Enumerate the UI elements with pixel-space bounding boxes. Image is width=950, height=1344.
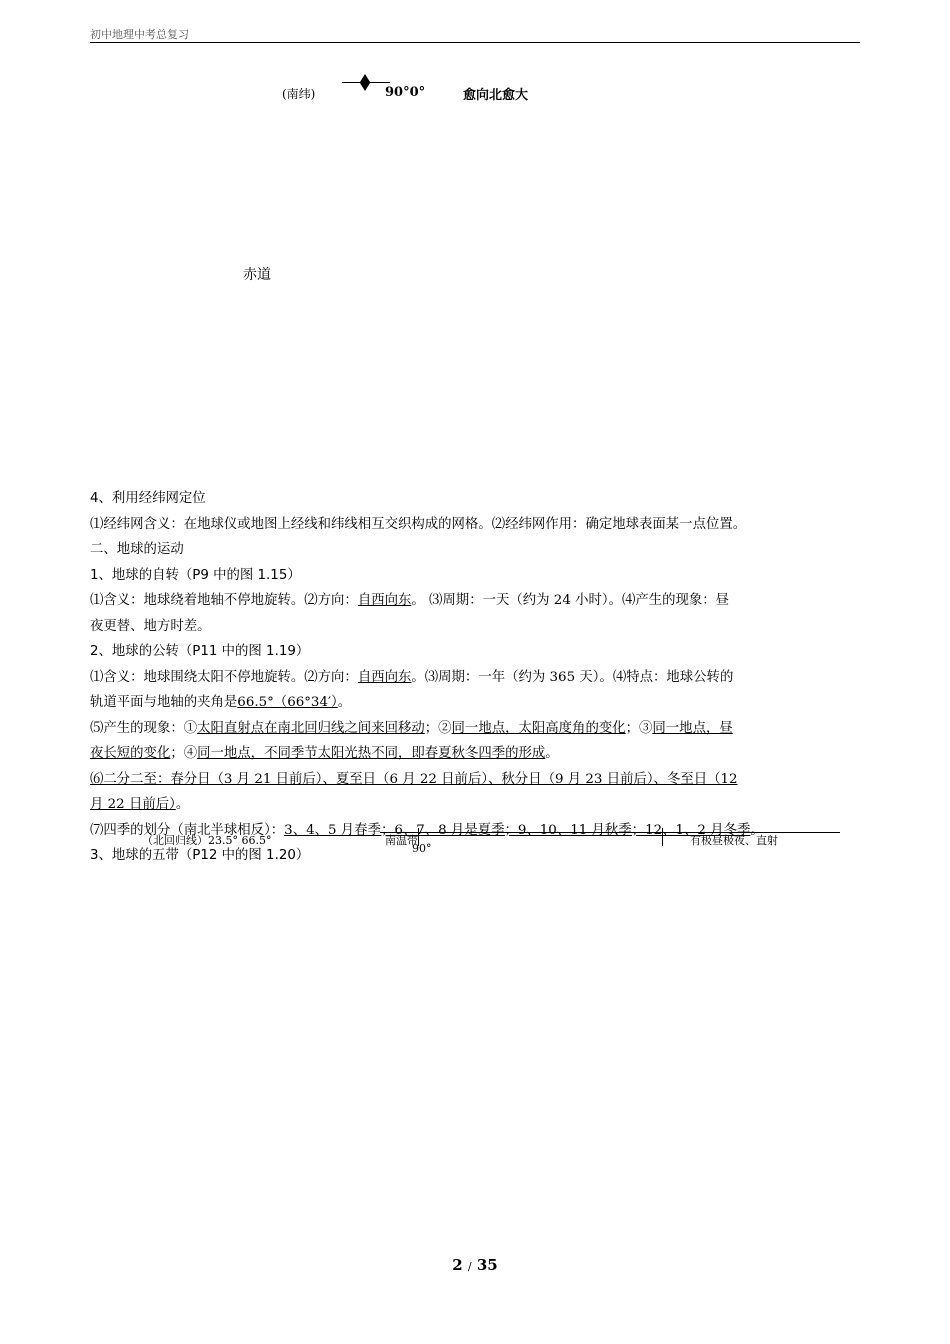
section-heading: 3、地球的五带（P12 中的图 1.20） <box>90 848 310 863</box>
paragraph-line <box>90 716 865 742</box>
equator-label: 赤道 <box>243 267 271 283</box>
arrow-up-icon <box>360 74 370 82</box>
page-current: 2 <box>452 1256 463 1274</box>
paragraph-line <box>90 665 865 691</box>
underlined-answer: 同一地点，昼 <box>652 720 733 736</box>
page-header <box>90 26 860 43</box>
text-run: ⑴含义：地球围绕太阳不停地旋转。⑵方向： <box>90 669 358 685</box>
figure-hemisphere-label: (南纬) <box>282 87 316 101</box>
page-number <box>0 1256 950 1274</box>
paragraph-line: ⑴经纬网含义：在地球仪或地图上经线和纬线相互交织构成的网格。⑵经纬网作用：确定地球表面某一点位置。 <box>90 516 747 532</box>
text-run: 。 ⑶周期：一天（约为 24 小时）。⑷产生的现象：昼 <box>411 593 730 608</box>
section-heading: 4、利用经纬网定位 <box>90 491 206 506</box>
text-run: ⑸产生的现象：① <box>90 720 198 736</box>
underlined-answer: 3、4、5 月春季；6、7、8 月是夏季；9、10、11 月秋季；12、1、2 月冬季 <box>284 822 751 838</box>
page-separator: / <box>467 1260 472 1273</box>
underlined-answer: 夜长短的变化 <box>90 746 171 761</box>
paragraph-line <box>90 792 865 818</box>
text-run: 。 <box>545 746 559 761</box>
page-total: 35 <box>476 1256 498 1274</box>
figure-degree-label: 90°0° <box>385 85 426 100</box>
paragraph-line <box>90 741 865 767</box>
figure-mid-number: 90° <box>412 842 432 855</box>
figure-left-label: （北回归线）23.5° 66.5° <box>142 834 272 847</box>
five-zones-figure <box>90 828 860 858</box>
arrow-down-icon <box>360 83 370 91</box>
document-body <box>90 486 865 869</box>
figure-trend-label: 愈向北愈大 <box>463 88 529 103</box>
figure-right-label: 有极昼极夜、直射 <box>690 834 778 847</box>
underlined-answer: 同一地点，太阳高度角的变化 <box>451 720 626 736</box>
text-run: 。 <box>750 822 764 838</box>
paragraph-line <box>90 690 865 716</box>
part-heading: 二、地球的运动 <box>90 542 184 557</box>
text-run: ；④ <box>170 746 198 761</box>
paragraph-line <box>90 588 865 614</box>
text-run: 。⑶周期：一年（约为 365 天）。⑷特点：地球公转的 <box>411 669 734 685</box>
section-heading: 2、地球的公转（P11 中的图 1.19） <box>90 644 310 659</box>
text-run: ；② <box>424 720 452 736</box>
text-run: ；③ <box>625 720 653 736</box>
text-run: ⑴含义：地球绕着地轴不停地旋转。⑵方向： <box>90 593 358 608</box>
paragraph-line: ⑹二分二至：春分日（3 月 21 日前后）、夏至日（6 月 22 日前后）、秋分日（9 月 23 日前后）、冬至日（12 <box>90 771 738 787</box>
underlined-answer: 太阳直射点在南北回归线之间来回移动 <box>197 720 425 736</box>
underlined-answer: 月 22 日前后） <box>90 797 176 812</box>
underlined-answer: 同一地点，不同季节太阳光热不同，即春夏秋冬四季的形成 <box>197 746 546 761</box>
text-run: ⑺四季的划分（南北半球相反）： <box>90 822 285 838</box>
text-run: 轨道平面与地轴的夹角是 <box>90 695 238 710</box>
figure-mid-label: 南温带 <box>385 834 418 847</box>
text-run: 。 <box>337 695 352 710</box>
underlined-answer: 自西向东 <box>357 593 412 608</box>
underlined-answer: 自西向东 <box>357 669 412 685</box>
header-title: 初中地理中考总复习 <box>90 28 189 41</box>
paragraph-line: 夜更替、地方时差。 <box>90 618 211 634</box>
figure-tick <box>662 828 663 846</box>
section-heading: 1、地球的自转（P9 中的图 1.15） <box>90 567 301 583</box>
text-run: 。 <box>175 797 190 812</box>
underlined-answer: 66.5°（66°34′） <box>237 695 338 710</box>
latitude-figure <box>280 82 580 106</box>
